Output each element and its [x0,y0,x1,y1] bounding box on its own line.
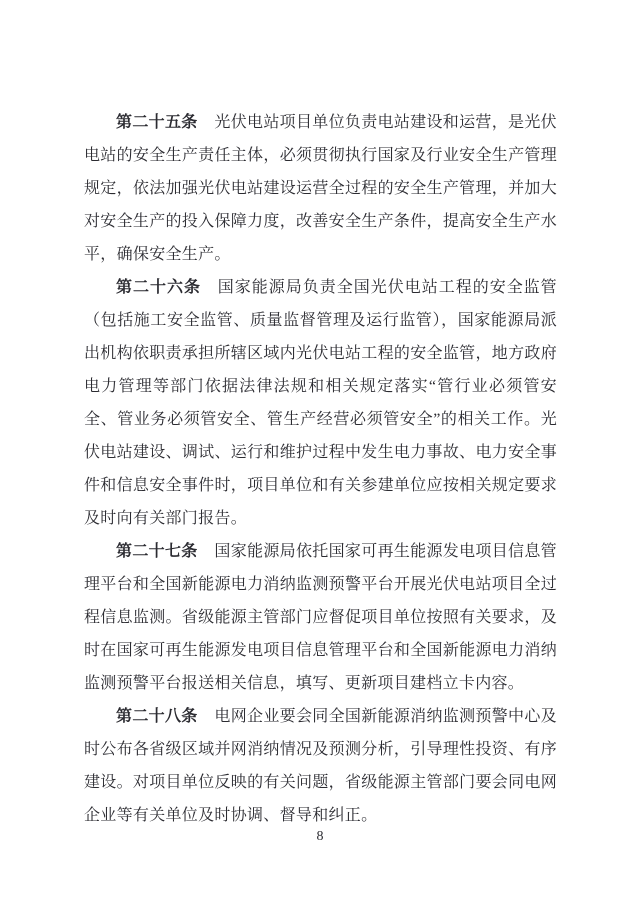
article-25-text: 光伏电站项目单位负责电站建设和运营，是光伏电站的安全生产责任主体，必须贯彻执行国家及行业安全生产管理规定，依法加强光伏电站建设运营全过程的安全生产管理，并加大对安全生产的投入保障力度，改善安全生产条件，提高安全生产水平，确保安全生产。 [84,114,557,263]
article-paragraph-27 [84,535,557,700]
article-28-text: 电网企业要会同全国新能源消纳监测预警中心及时公布各省级区域并网消纳情况及预测分析，引导理性投资、有序建设。对项目单位反映的有关问题，省级能源主管部门要会同电网企业等有关单位及时协调、督导和纠正。 [84,708,557,824]
article-paragraph-25 [84,106,557,271]
article-26-text: 国家能源局负责全国光伏电站工程的安全监管（包括施工安全监管、质量监督管理及运行监管），国家能源局派出机构依职责承担所辖区域内光伏电站工程的安全监管，地方政府电力管理等部门依据法律法规和相关规定落实“管行业必须管安全、管业务必须管安全、管生产经营必须管安全”的相关工作。光伏电站建设、调试、运行和维护过程中发生电力事故、电力安全事件和信息安全事件时，项目单位和有关参建单位应按相关规定要求及时向有关部门报告。 [84,279,557,527]
article-27-number: 第二十七条 [116,543,198,560]
page-number: 8 [316,829,324,844]
article-28-number: 第二十八条 [116,708,198,725]
article-paragraph-28 [84,700,557,832]
article-paragraph-26 [84,271,557,535]
document-body [84,106,557,832]
article-25-number: 第二十五条 [116,114,198,131]
article-27-text: 国家能源局依托国家可再生能源发电项目信息管理平台和全国新能源电力消纳监测预警平台开展光伏电站项目全过程信息监测。省级能源主管部门应督促项目单位按照有关要求，及时在国家可再生能源发电项目信息管理平台和全国新能源电力消纳监测预警平台报送相关信息，填写、更新项目建档立卡内容。 [84,543,557,692]
article-26-number: 第二十六条 [116,279,201,296]
